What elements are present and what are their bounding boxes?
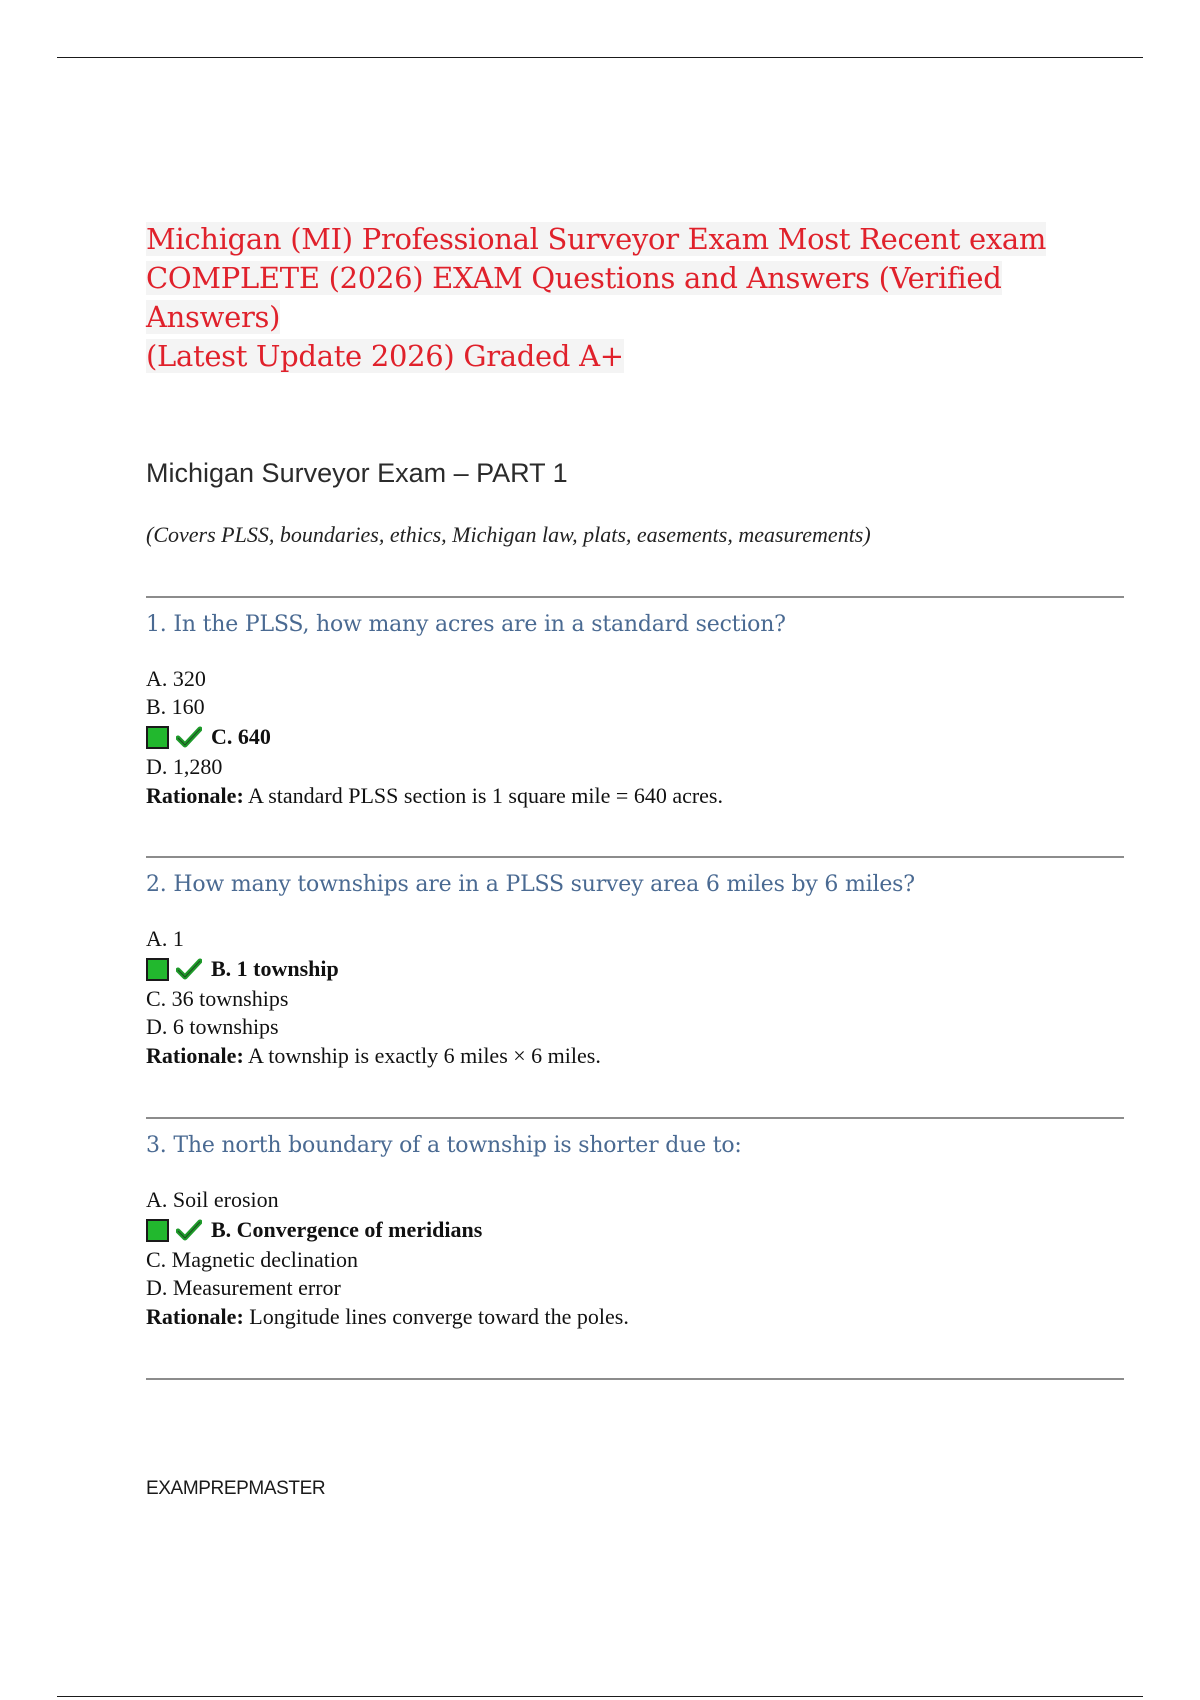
green-square-icon xyxy=(146,1219,169,1242)
answer-option-d: D. 6 townships xyxy=(146,1014,279,1039)
answer-option-a: A. Soil erosion xyxy=(146,1187,279,1212)
question-text: 2. How many townships are in a PLSS survey area 6 miles by 6 miles? xyxy=(146,872,915,897)
answer-option-b-correct xyxy=(146,1214,1124,1246)
question-text: 1. In the PLSS, how many acres are in a standard section? xyxy=(146,612,786,637)
answer-option-c: C. Magnetic declination xyxy=(146,1247,358,1272)
rationale-label: Rationale: xyxy=(146,783,244,808)
rationale xyxy=(146,781,1124,811)
checkmark-icon xyxy=(176,958,202,980)
question-block-3 xyxy=(146,1117,1124,1332)
title-line-3: (Latest Update 2026) Graded A+ xyxy=(146,339,624,373)
answer-option-a: A. 1 xyxy=(146,926,184,951)
answer-option-label: B. 1 township xyxy=(211,956,339,981)
answer-option-b-correct xyxy=(146,953,1124,985)
answer-option-c-correct xyxy=(146,721,1124,753)
rationale xyxy=(146,1041,1124,1071)
answer-option-b: B. 160 xyxy=(146,694,205,719)
section-divider xyxy=(146,1378,1124,1380)
rationale-text: Longitude lines converge toward the poles. xyxy=(243,1304,629,1329)
rationale xyxy=(146,1302,1124,1332)
answer-options xyxy=(146,665,1124,781)
rationale-text: A township is exactly 6 miles × 6 miles. xyxy=(243,1043,601,1068)
answer-option-d: D. Measurement error xyxy=(146,1275,341,1300)
rationale-label: Rationale: xyxy=(146,1304,244,1329)
title-line-1: Michigan (MI) Professional Surveyor Exam Most Recent exam xyxy=(146,222,1047,256)
question-block-1 xyxy=(146,596,1124,811)
coverage-note: (Covers PLSS, boundaries, ethics, Michigan law, plats, easements, measurements) xyxy=(146,522,871,547)
answer-options xyxy=(146,925,1124,1041)
checkmark-icon xyxy=(176,726,202,748)
page-bottom-rule xyxy=(57,1696,1143,1697)
rationale-text: A standard PLSS section is 1 square mile = 640 acres. xyxy=(243,783,723,808)
answer-option-d: D. 1,280 xyxy=(146,754,223,779)
answer-options xyxy=(146,1186,1124,1302)
checkmark-icon xyxy=(176,1219,202,1241)
answer-option-label: B. Convergence of meridians xyxy=(211,1217,483,1242)
question-text: 3. The north boundary of a township is shorter due to: xyxy=(146,1133,742,1158)
answer-option-c: C. 36 townships xyxy=(146,986,289,1011)
green-square-icon xyxy=(146,958,169,981)
answer-option-label: C. 640 xyxy=(211,724,271,749)
part-heading: Michigan Surveyor Exam – PART 1 xyxy=(146,458,568,488)
title-line-2: COMPLETE (2026) EXAM Questions and Answers (Verified Answers) xyxy=(146,261,1002,334)
document-header xyxy=(146,220,1126,376)
rationale-label: Rationale: xyxy=(146,1043,244,1068)
document-title xyxy=(146,220,1126,376)
answer-option-a: A. 320 xyxy=(146,666,206,691)
page-top-rule xyxy=(57,57,1143,58)
footer-brand: EXAMPREPMASTER xyxy=(146,1478,326,1499)
question-block-2 xyxy=(146,856,1124,1071)
green-square-icon xyxy=(146,726,169,749)
